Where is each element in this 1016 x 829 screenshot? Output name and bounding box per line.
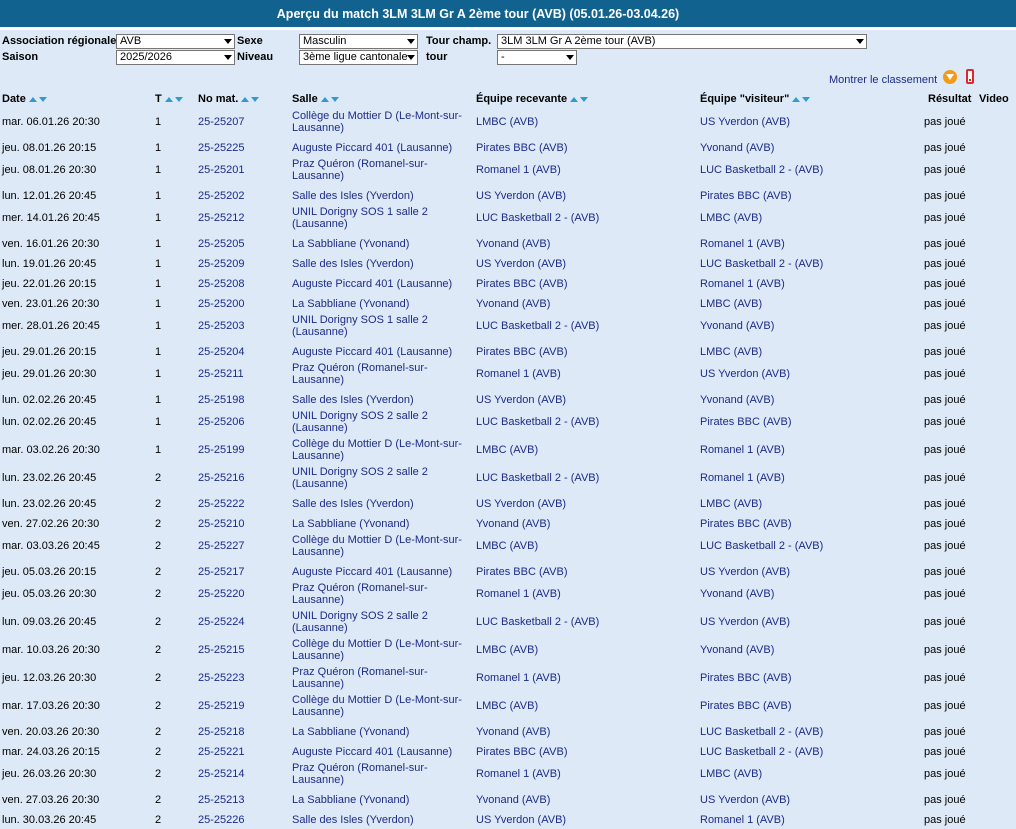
cell-no[interactable]: 25-25212: [198, 212, 245, 224]
cell-t: 2: [155, 768, 162, 780]
cell-salle[interactable]: Praz Quéron (Romanel-sur-Lausanne): [292, 582, 428, 606]
show-standings-link[interactable]: Montrer le classement: [829, 74, 938, 86]
cell-home[interactable]: LUC Basketball 2 - (AVB): [476, 472, 600, 484]
cell-away[interactable]: LUC Basketball 2 - (AVB): [700, 746, 824, 758]
column-date-label: Date: [2, 93, 26, 105]
cell-t: 2: [155, 726, 162, 738]
cell-result: pas joué: [924, 588, 966, 600]
cell-away[interactable]: Pirates BBC (AVB): [700, 416, 792, 428]
column-home[interactable]: [476, 93, 590, 105]
cell-t: 1: [155, 116, 162, 128]
cell-no[interactable]: 25-25205: [198, 238, 245, 250]
cell-date: mar. 24.03.26 20:15: [2, 746, 100, 758]
cell-salle[interactable]: Auguste Piccard 401 (Lausanne): [292, 566, 453, 578]
cell-result: pas joué: [924, 672, 966, 684]
cell-date: lun. 02.02.26 20:45: [2, 394, 97, 406]
cell-result: pas joué: [924, 644, 966, 656]
cell-t: 2: [155, 746, 162, 758]
sexe-label: Sexe: [237, 35, 263, 47]
cell-no[interactable]: 25-25198: [198, 394, 245, 406]
cell-salle[interactable]: UNIL Dorigny SOS 1 salle 2 (Lausanne): [292, 206, 428, 230]
cell-t: 2: [155, 700, 162, 712]
table-row: [0, 409, 1016, 437]
cell-t: 1: [155, 394, 162, 406]
table-row: [0, 721, 1016, 741]
cell-home[interactable]: Pirates BBC (AVB): [476, 566, 568, 578]
cell-no[interactable]: 25-25216: [198, 472, 245, 484]
cell-salle[interactable]: Auguste Piccard 401 (Lausanne): [292, 278, 453, 290]
cell-salle[interactable]: Praz Quéron (Romanel-sur-Lausanne): [292, 666, 428, 690]
table-row: [0, 809, 1016, 829]
cell-home[interactable]: LUC Basketball 2 - (AVB): [476, 320, 600, 332]
cell-away[interactable]: Pirates BBC (AVB): [700, 672, 792, 684]
cell-t: 1: [155, 238, 162, 250]
cell-away[interactable]: US Yverdon (AVB): [700, 116, 791, 128]
cell-home[interactable]: Romanel 1 (AVB): [476, 368, 561, 380]
cell-t: 1: [155, 258, 162, 270]
cell-date: jeu. 12.03.26 20:30: [2, 672, 97, 684]
table-row: [0, 533, 1016, 561]
cell-salle[interactable]: Collège du Mottier D (Le-Mont-sur-Lausanne): [292, 638, 462, 662]
cell-result: pas joué: [924, 190, 966, 202]
table-row: [0, 693, 1016, 721]
sort-icon[interactable]: [792, 93, 812, 105]
saison-label: Saison: [2, 51, 39, 63]
cell-home[interactable]: Romanel 1 (AVB): [476, 672, 561, 684]
cell-date: ven. 20.03.26 20:30: [2, 726, 100, 738]
cell-home[interactable]: Romanel 1 (AVB): [476, 768, 561, 780]
sexe-select-value: Masculin: [303, 35, 347, 47]
cell-no[interactable]: 25-25208: [198, 278, 245, 290]
cell-t: 2: [155, 588, 162, 600]
page-title: [0, 0, 1016, 27]
cell-t: 2: [155, 472, 162, 484]
cell-away[interactable]: Yvonand (AVB): [700, 588, 775, 600]
cell-result: pas joué: [924, 768, 966, 780]
cell-date: jeu. 08.01.26 20:15: [2, 142, 97, 154]
cell-away[interactable]: Yvonand (AVB): [700, 142, 775, 154]
cell-away[interactable]: LUC Basketball 2 - (AVB): [700, 164, 824, 176]
sort-icon[interactable]: [165, 93, 185, 105]
cell-result: pas joué: [924, 164, 966, 176]
chevron-down-icon: [407, 39, 415, 44]
cell-home[interactable]: LMBC (AVB): [476, 700, 539, 712]
cell-no[interactable]: 25-25207: [198, 116, 245, 128]
cell-no[interactable]: 25-25223: [198, 672, 245, 684]
cell-away[interactable]: LMBC (AVB): [700, 298, 763, 310]
cell-date: ven. 27.03.26 20:30: [2, 794, 100, 806]
cell-date: lun. 09.03.26 20:45: [2, 616, 97, 628]
cell-date: jeu. 26.03.26 20:30: [2, 768, 97, 780]
table-row: [0, 789, 1016, 809]
cell-no[interactable]: 25-25210: [198, 518, 245, 530]
table-row: [0, 313, 1016, 341]
cell-salle[interactable]: Auguste Piccard 401 (Lausanne): [292, 346, 453, 358]
cell-home[interactable]: LMBC (AVB): [476, 116, 539, 128]
column-result: Résultat: [928, 93, 972, 105]
table-row: [0, 465, 1016, 493]
cell-date: mer. 14.01.26 20:45: [2, 212, 100, 224]
cell-result: pas joué: [924, 540, 966, 552]
association-select-value: AVB: [120, 35, 142, 47]
cell-salle[interactable]: UNIL Dorigny SOS 1 salle 2 (Lausanne): [292, 314, 428, 338]
table-row: [0, 493, 1016, 513]
cell-result: pas joué: [924, 298, 966, 310]
cell-t: 2: [155, 616, 162, 628]
cell-away[interactable]: LMBC (AVB): [700, 768, 763, 780]
cell-no[interactable]: 25-25211: [198, 368, 244, 380]
cell-away[interactable]: US Yverdon (AVB): [700, 566, 791, 578]
cell-date: jeu. 22.01.26 20:15: [2, 278, 97, 290]
table-row: [0, 609, 1016, 637]
cell-no[interactable]: 25-25206: [198, 416, 245, 428]
cell-away[interactable]: Yvonand (AVB): [700, 394, 775, 406]
cell-date: jeu. 29.01.26 20:30: [2, 368, 97, 380]
cell-home[interactable]: LMBC (AVB): [476, 644, 539, 656]
table-row: [0, 157, 1016, 185]
cell-t: 1: [155, 416, 162, 428]
cell-away[interactable]: Romanel 1 (AVB): [700, 472, 785, 484]
cell-t: 1: [155, 368, 162, 380]
cell-date: mer. 28.01.26 20:45: [2, 320, 100, 332]
cell-result: pas joué: [924, 726, 966, 738]
cell-result: pas joué: [924, 212, 966, 224]
cell-salle[interactable]: Collège du Mottier D (Le-Mont-sur-Lausanne): [292, 110, 462, 134]
cell-date: lun. 23.02.26 20:45: [2, 472, 97, 484]
cell-home[interactable]: LUC Basketball 2 - (AVB): [476, 616, 600, 628]
cell-result: pas joué: [924, 498, 966, 510]
cell-date: ven. 23.01.26 20:30: [2, 298, 100, 310]
cell-no[interactable]: 25-25218: [198, 726, 245, 738]
cell-salle[interactable]: UNIL Dorigny SOS 2 salle 2 (Lausanne): [292, 410, 428, 434]
cell-result: pas joué: [924, 258, 966, 270]
cell-no[interactable]: 25-25222: [198, 498, 245, 510]
cell-away[interactable]: US Yverdon (AVB): [700, 616, 791, 628]
table-row: [0, 273, 1016, 293]
cell-salle[interactable]: Salle des Isles (Yverdon): [292, 258, 414, 270]
table-row: [0, 665, 1016, 693]
chevron-down-icon: [856, 39, 864, 44]
cell-away[interactable]: LMBC (AVB): [700, 498, 763, 510]
cell-away[interactable]: LUC Basketball 2 - (AVB): [700, 258, 824, 270]
column-salle[interactable]: [292, 93, 341, 105]
cell-no[interactable]: 25-25220: [198, 588, 245, 600]
mobile-icon[interactable]: [966, 69, 974, 84]
cell-salle[interactable]: Auguste Piccard 401 (Lausanne): [292, 746, 453, 758]
cell-home[interactable]: LMBC (AVB): [476, 540, 539, 552]
cell-result: pas joué: [924, 278, 966, 290]
cell-home[interactable]: US Yverdon (AVB): [476, 394, 567, 406]
cell-date: jeu. 05.03.26 20:30: [2, 588, 97, 600]
column-home-label: Équipe recevante: [476, 93, 568, 105]
table-row: [0, 389, 1016, 409]
cell-home[interactable]: Yvonand (AVB): [476, 518, 551, 530]
table-row: [0, 561, 1016, 581]
cell-result: pas joué: [924, 394, 966, 406]
cell-salle[interactable]: La Sabbliane (Yvonand): [292, 238, 410, 250]
column-salle-label: Salle: [292, 93, 318, 105]
saison-select-value: 2025/2026: [120, 51, 172, 63]
cell-date: mar. 17.03.26 20:30: [2, 700, 100, 712]
cell-home[interactable]: LUC Basketball 2 - (AVB): [476, 212, 600, 224]
cell-no[interactable]: 25-25201: [198, 164, 245, 176]
cell-date: jeu. 08.01.26 20:30: [2, 164, 97, 176]
cell-t: 1: [155, 164, 162, 176]
cell-salle[interactable]: La Sabbliane (Yvonand): [292, 298, 410, 310]
cell-no[interactable]: 25-25199: [198, 444, 245, 456]
cell-home[interactable]: LUC Basketball 2 - (AVB): [476, 416, 600, 428]
tour-champ-label: Tour champ.: [426, 35, 492, 47]
cell-salle[interactable]: Collège du Mottier D (Le-Mont-sur-Lausanne): [292, 694, 462, 718]
cell-result: pas joué: [924, 238, 966, 250]
table-row: [0, 437, 1016, 465]
cell-date: mar. 03.03.26 20:45: [2, 540, 100, 552]
column-t[interactable]: [155, 93, 185, 105]
cell-away[interactable]: US Yverdon (AVB): [700, 794, 791, 806]
chevron-down-icon: [566, 55, 574, 60]
tour-label: tour: [426, 51, 448, 63]
cell-t: 2: [155, 518, 162, 530]
cell-no[interactable]: 25-25217: [198, 566, 245, 578]
cell-no[interactable]: 25-25224: [198, 616, 245, 628]
table-row: [0, 185, 1016, 205]
cell-home[interactable]: Pirates BBC (AVB): [476, 746, 568, 758]
cell-home[interactable]: LMBC (AVB): [476, 444, 539, 456]
column-away-label: Équipe "visiteur": [700, 93, 790, 105]
cell-home[interactable]: Yvonand (AVB): [476, 298, 551, 310]
cell-salle[interactable]: La Sabbliane (Yvonand): [292, 726, 410, 738]
cell-no[interactable]: 25-25225: [198, 142, 245, 154]
cell-salle[interactable]: Salle des Isles (Yverdon): [292, 498, 414, 510]
cell-no[interactable]: 25-25214: [198, 768, 245, 780]
cell-result: pas joué: [924, 518, 966, 530]
table-row: [0, 581, 1016, 609]
cell-away[interactable]: LMBC (AVB): [700, 346, 763, 358]
cell-t: 1: [155, 190, 162, 202]
cell-t: 2: [155, 672, 162, 684]
cell-home[interactable]: US Yverdon (AVB): [476, 258, 567, 270]
cell-no[interactable]: 25-25226: [198, 814, 245, 826]
cell-result: pas joué: [924, 566, 966, 578]
cell-date: mar. 10.03.26 20:30: [2, 644, 100, 656]
column-t-label: T: [155, 93, 162, 105]
cell-t: 2: [155, 540, 162, 552]
cell-salle[interactable]: UNIL Dorigny SOS 2 salle 2 (Lausanne): [292, 466, 428, 490]
column-date[interactable]: [2, 93, 49, 105]
association-select[interactable]: [116, 34, 235, 49]
cell-result: pas joué: [924, 814, 966, 826]
chevron-down-icon: [224, 39, 232, 44]
cell-t: 2: [155, 644, 162, 656]
table-row: [0, 341, 1016, 361]
cell-date: mar. 06.01.26 20:30: [2, 116, 100, 128]
cell-away[interactable]: LMBC (AVB): [700, 212, 763, 224]
cell-date: jeu. 05.03.26 20:15: [2, 566, 97, 578]
cell-home[interactable]: US Yverdon (AVB): [476, 190, 567, 202]
cell-home[interactable]: US Yverdon (AVB): [476, 498, 567, 510]
table-row: [0, 761, 1016, 789]
cell-t: 1: [155, 320, 162, 332]
cell-result: pas joué: [924, 746, 966, 758]
cell-date: ven. 16.01.26 20:30: [2, 238, 100, 250]
saison-select[interactable]: [116, 50, 235, 65]
column-video: Video: [979, 93, 1009, 105]
cell-salle[interactable]: La Sabbliane (Yvonand): [292, 794, 410, 806]
cell-result: pas joué: [924, 320, 966, 332]
cell-result: pas joué: [924, 416, 966, 428]
cell-salle[interactable]: UNIL Dorigny SOS 2 salle 2 (Lausanne): [292, 610, 428, 634]
cell-away[interactable]: Pirates BBC (AVB): [700, 190, 792, 202]
niveau-select-value: 3ème ligue cantonale: [303, 51, 408, 63]
association-label: Association régionale: [2, 35, 117, 47]
cell-away[interactable]: Romanel 1 (AVB): [700, 814, 785, 826]
column-away[interactable]: [700, 93, 812, 105]
cell-result: pas joué: [924, 794, 966, 806]
cell-t: 2: [155, 566, 162, 578]
cell-result: pas joué: [924, 700, 966, 712]
cell-home[interactable]: Romanel 1 (AVB): [476, 164, 561, 176]
cell-date: lun. 23.02.26 20:45: [2, 498, 97, 510]
cell-away[interactable]: US Yverdon (AVB): [700, 368, 791, 380]
sort-icon[interactable]: [29, 93, 49, 105]
cell-salle[interactable]: Collège du Mottier D (Le-Mont-sur-Lausanne): [292, 534, 462, 558]
cell-no[interactable]: 25-25221: [198, 746, 245, 758]
cell-no[interactable]: 25-25215: [198, 644, 245, 656]
sexe-select[interactable]: [299, 34, 418, 49]
niveau-label: Niveau: [237, 51, 274, 63]
table-row: [0, 233, 1016, 253]
cell-no[interactable]: 25-25203: [198, 320, 245, 332]
cell-result: pas joué: [924, 472, 966, 484]
cell-away[interactable]: Yvonand (AVB): [700, 320, 775, 332]
cell-salle[interactable]: Salle des Isles (Yverdon): [292, 814, 414, 826]
cell-result: pas joué: [924, 116, 966, 128]
cell-away[interactable]: Pirates BBC (AVB): [700, 700, 792, 712]
cell-salle[interactable]: Salle des Isles (Yverdon): [292, 190, 414, 202]
cell-t: 2: [155, 814, 162, 826]
cell-t: 1: [155, 346, 162, 358]
cell-no[interactable]: 25-25204: [198, 346, 245, 358]
cell-away[interactable]: Pirates BBC (AVB): [700, 518, 792, 530]
cell-home[interactable]: Pirates BBC (AVB): [476, 346, 568, 358]
cell-no[interactable]: 25-25213: [198, 794, 245, 806]
cell-away[interactable]: Romanel 1 (AVB): [700, 444, 785, 456]
cell-t: 1: [155, 212, 162, 224]
table-row: [0, 253, 1016, 273]
cell-result: pas joué: [924, 142, 966, 154]
sort-icon[interactable]: [321, 93, 341, 105]
cell-salle[interactable]: Salle des Isles (Yverdon): [292, 394, 414, 406]
cell-away[interactable]: LUC Basketball 2 - (AVB): [700, 726, 824, 738]
cell-t: 1: [155, 298, 162, 310]
cell-salle[interactable]: Collège du Mottier D (Le-Mont-sur-Lausanne): [292, 438, 462, 462]
sort-icon[interactable]: [241, 93, 261, 105]
cell-no[interactable]: 25-25200: [198, 298, 245, 310]
cell-result: pas joué: [924, 444, 966, 456]
filter-panel: [0, 27, 1016, 93]
page-title-text: Aperçu du match 3LM 3LM Gr A 2ème tour (AVB) (05.01.26-03.04.26): [276, 6, 680, 21]
cell-date: mar. 03.02.26 20:30: [2, 444, 100, 456]
cell-t: 1: [155, 142, 162, 154]
cell-result: pas joué: [924, 346, 966, 358]
cell-home[interactable]: US Yverdon (AVB): [476, 814, 567, 826]
cell-t: 2: [155, 794, 162, 806]
cell-no[interactable]: 25-25219: [198, 700, 245, 712]
cell-home[interactable]: Yvonand (AVB): [476, 726, 551, 738]
cell-home[interactable]: Pirates BBC (AVB): [476, 142, 568, 154]
cell-salle[interactable]: Auguste Piccard 401 (Lausanne): [292, 142, 453, 154]
cell-salle[interactable]: Praz Quéron (Romanel-sur-Lausanne): [292, 762, 428, 786]
table-row: [0, 137, 1016, 157]
cell-salle[interactable]: Praz Quéron (Romanel-sur-Lausanne): [292, 158, 428, 182]
tour-select-value: -: [501, 51, 505, 63]
tour-select[interactable]: [497, 50, 577, 65]
cell-away[interactable]: Romanel 1 (AVB): [700, 238, 785, 250]
cell-home[interactable]: Yvonand (AVB): [476, 794, 551, 806]
cell-t: 1: [155, 278, 162, 290]
cell-no[interactable]: 25-25202: [198, 190, 245, 202]
table-row: [0, 637, 1016, 665]
cell-date: lun. 02.02.26 20:45: [2, 416, 97, 428]
cell-date: jeu. 29.01.26 20:15: [2, 346, 97, 358]
tour-champ-select-value: 3LM 3LM Gr A 2ème tour (AVB): [501, 35, 656, 47]
cell-away[interactable]: Romanel 1 (AVB): [700, 278, 785, 290]
download-icon[interactable]: [943, 70, 957, 84]
cell-date: lun. 30.03.26 20:45: [2, 814, 97, 826]
cell-t: 2: [155, 498, 162, 510]
table-row: [0, 293, 1016, 313]
cell-no[interactable]: 25-25227: [198, 540, 245, 552]
chevron-down-icon: [407, 55, 415, 60]
tour-champ-select[interactable]: [497, 34, 867, 49]
table-row: [0, 513, 1016, 533]
sort-icon[interactable]: [570, 93, 590, 105]
cell-date: ven. 27.02.26 20:30: [2, 518, 100, 530]
cell-away[interactable]: LUC Basketball 2 - (AVB): [700, 540, 824, 552]
cell-away[interactable]: Yvonand (AVB): [700, 644, 775, 656]
column-no-label: No mat.: [198, 93, 239, 105]
cell-salle[interactable]: La Sabbliane (Yvonand): [292, 518, 410, 530]
table-row: [0, 109, 1016, 137]
table-row: [0, 361, 1016, 389]
cell-home[interactable]: Yvonand (AVB): [476, 238, 551, 250]
cell-result: pas joué: [924, 368, 966, 380]
table-row: [0, 205, 1016, 233]
chevron-down-icon: [224, 55, 232, 60]
cell-date: lun. 19.01.26 20:45: [2, 258, 97, 270]
cell-result: pas joué: [924, 616, 966, 628]
table-row: [0, 741, 1016, 761]
cell-no[interactable]: 25-25209: [198, 258, 245, 270]
cell-date: lun. 12.01.26 20:45: [2, 190, 97, 202]
cell-t: 1: [155, 444, 162, 456]
cell-home[interactable]: Pirates BBC (AVB): [476, 278, 568, 290]
cell-salle[interactable]: Praz Quéron (Romanel-sur-Lausanne): [292, 362, 428, 386]
niveau-select[interactable]: [299, 50, 418, 65]
column-no[interactable]: [198, 93, 261, 105]
cell-home[interactable]: Romanel 1 (AVB): [476, 588, 561, 600]
